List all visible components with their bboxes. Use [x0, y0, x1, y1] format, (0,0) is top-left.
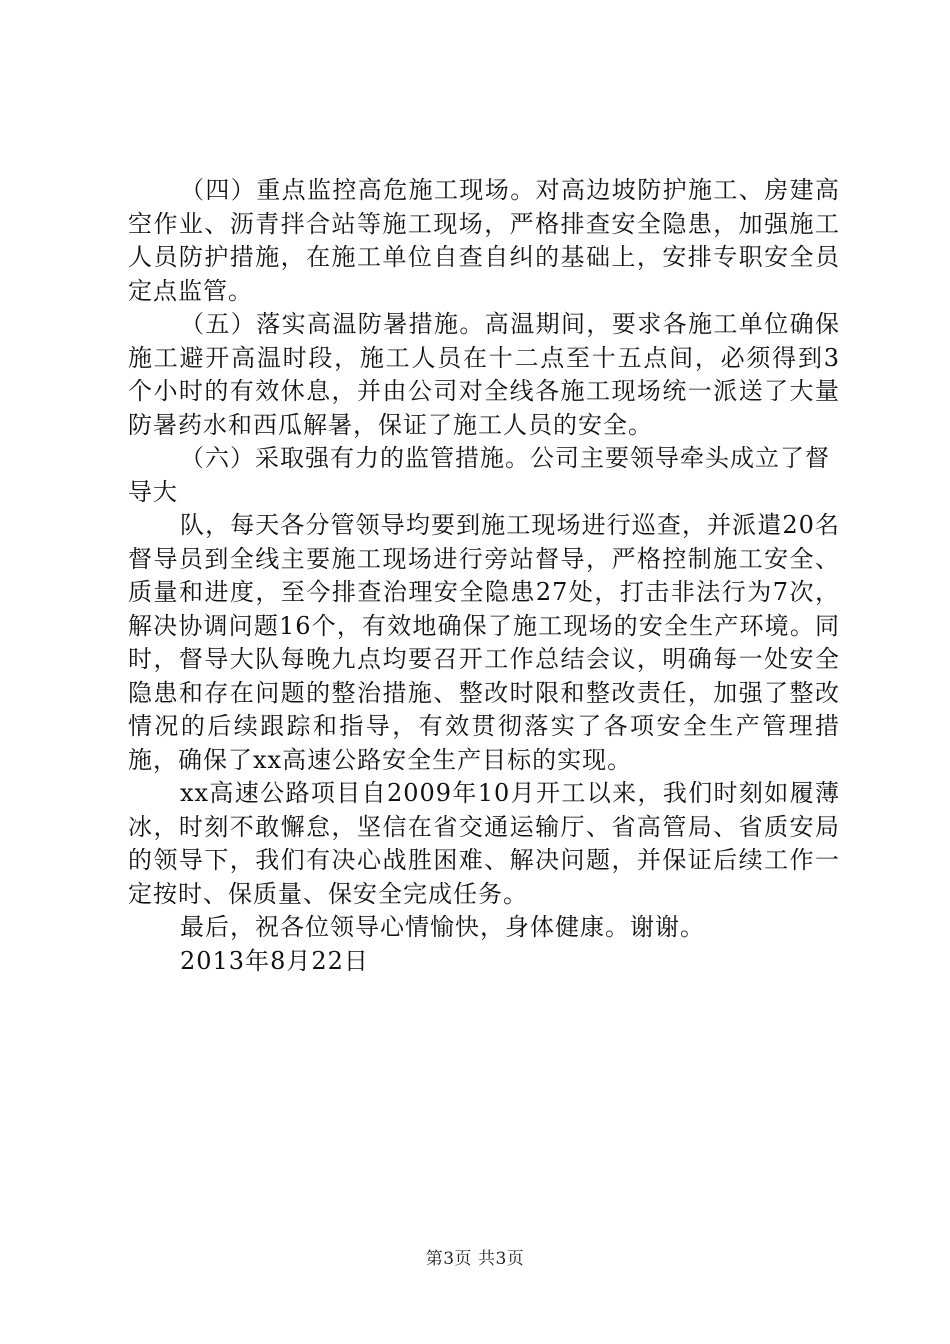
paragraph-closing: 最后，祝各位领导心情愉快，身体健康。谢谢。	[180, 913, 705, 941]
paragraph-section-6-heading: （六）采取强有力的监管措施。公司主要领导牵头成立了督导大	[128, 444, 830, 506]
paragraph-project-summary: xx高速公路项目自2009年10月开工以来，我们时刻如履薄冰，时刻不敢懈怠，坚信在省交通运输厅、省高管局、省质安局的领导下，我们有决心战胜困难、解决问题，并保证后续工作一定按时、保质量、保安全完成任务。	[128, 779, 840, 908]
paragraph-section-4: （四）重点监控高危施工现场。对高边坡防护施工、房建高空作业、沥青拌合站等施工现场，严格排查安全隐患，加强施工人员防护措施，在施工单位自查自纠的基础上，安排专职安全员定点监管。	[128, 176, 840, 305]
paragraph-section-5: （五）落实高温防暑措施。高温期间，要求各施工单位确保施工避开高温时段，施工人员在十二点至十五点间，必须得到3个小时的有效休息，并由公司对全线各施工现场统一派送了大量防暑药水和西瓜解暑，保证了施工人员的安全。	[128, 310, 840, 439]
document-date: 2013年8月22日	[180, 946, 369, 975]
paragraph-section-6-body: 队，每天各分管领导均要到施工现场进行巡查，并派遣20名督导员到全线主要施工现场进行旁站督导，严格控制施工安全、质量和进度，至今排查治理安全隐患27处，打击非法行为7次，解决协调问题16个，有效地确保了施工现场的安全生产环境。同时，督导大队每晚九点均要召开工作总结会议，明确每一处安全隐患和存在问题的整治措施、整改时限和整改责任，加强了整改情况的后续跟踪和指导，有效贯彻落实了各项安全生产管理措施，确保了xx高速公路安全生产目标的实现。	[128, 511, 840, 774]
page-number-footer: 第3页 共3页	[425, 1249, 525, 1269]
document-body	[128, 174, 840, 978]
